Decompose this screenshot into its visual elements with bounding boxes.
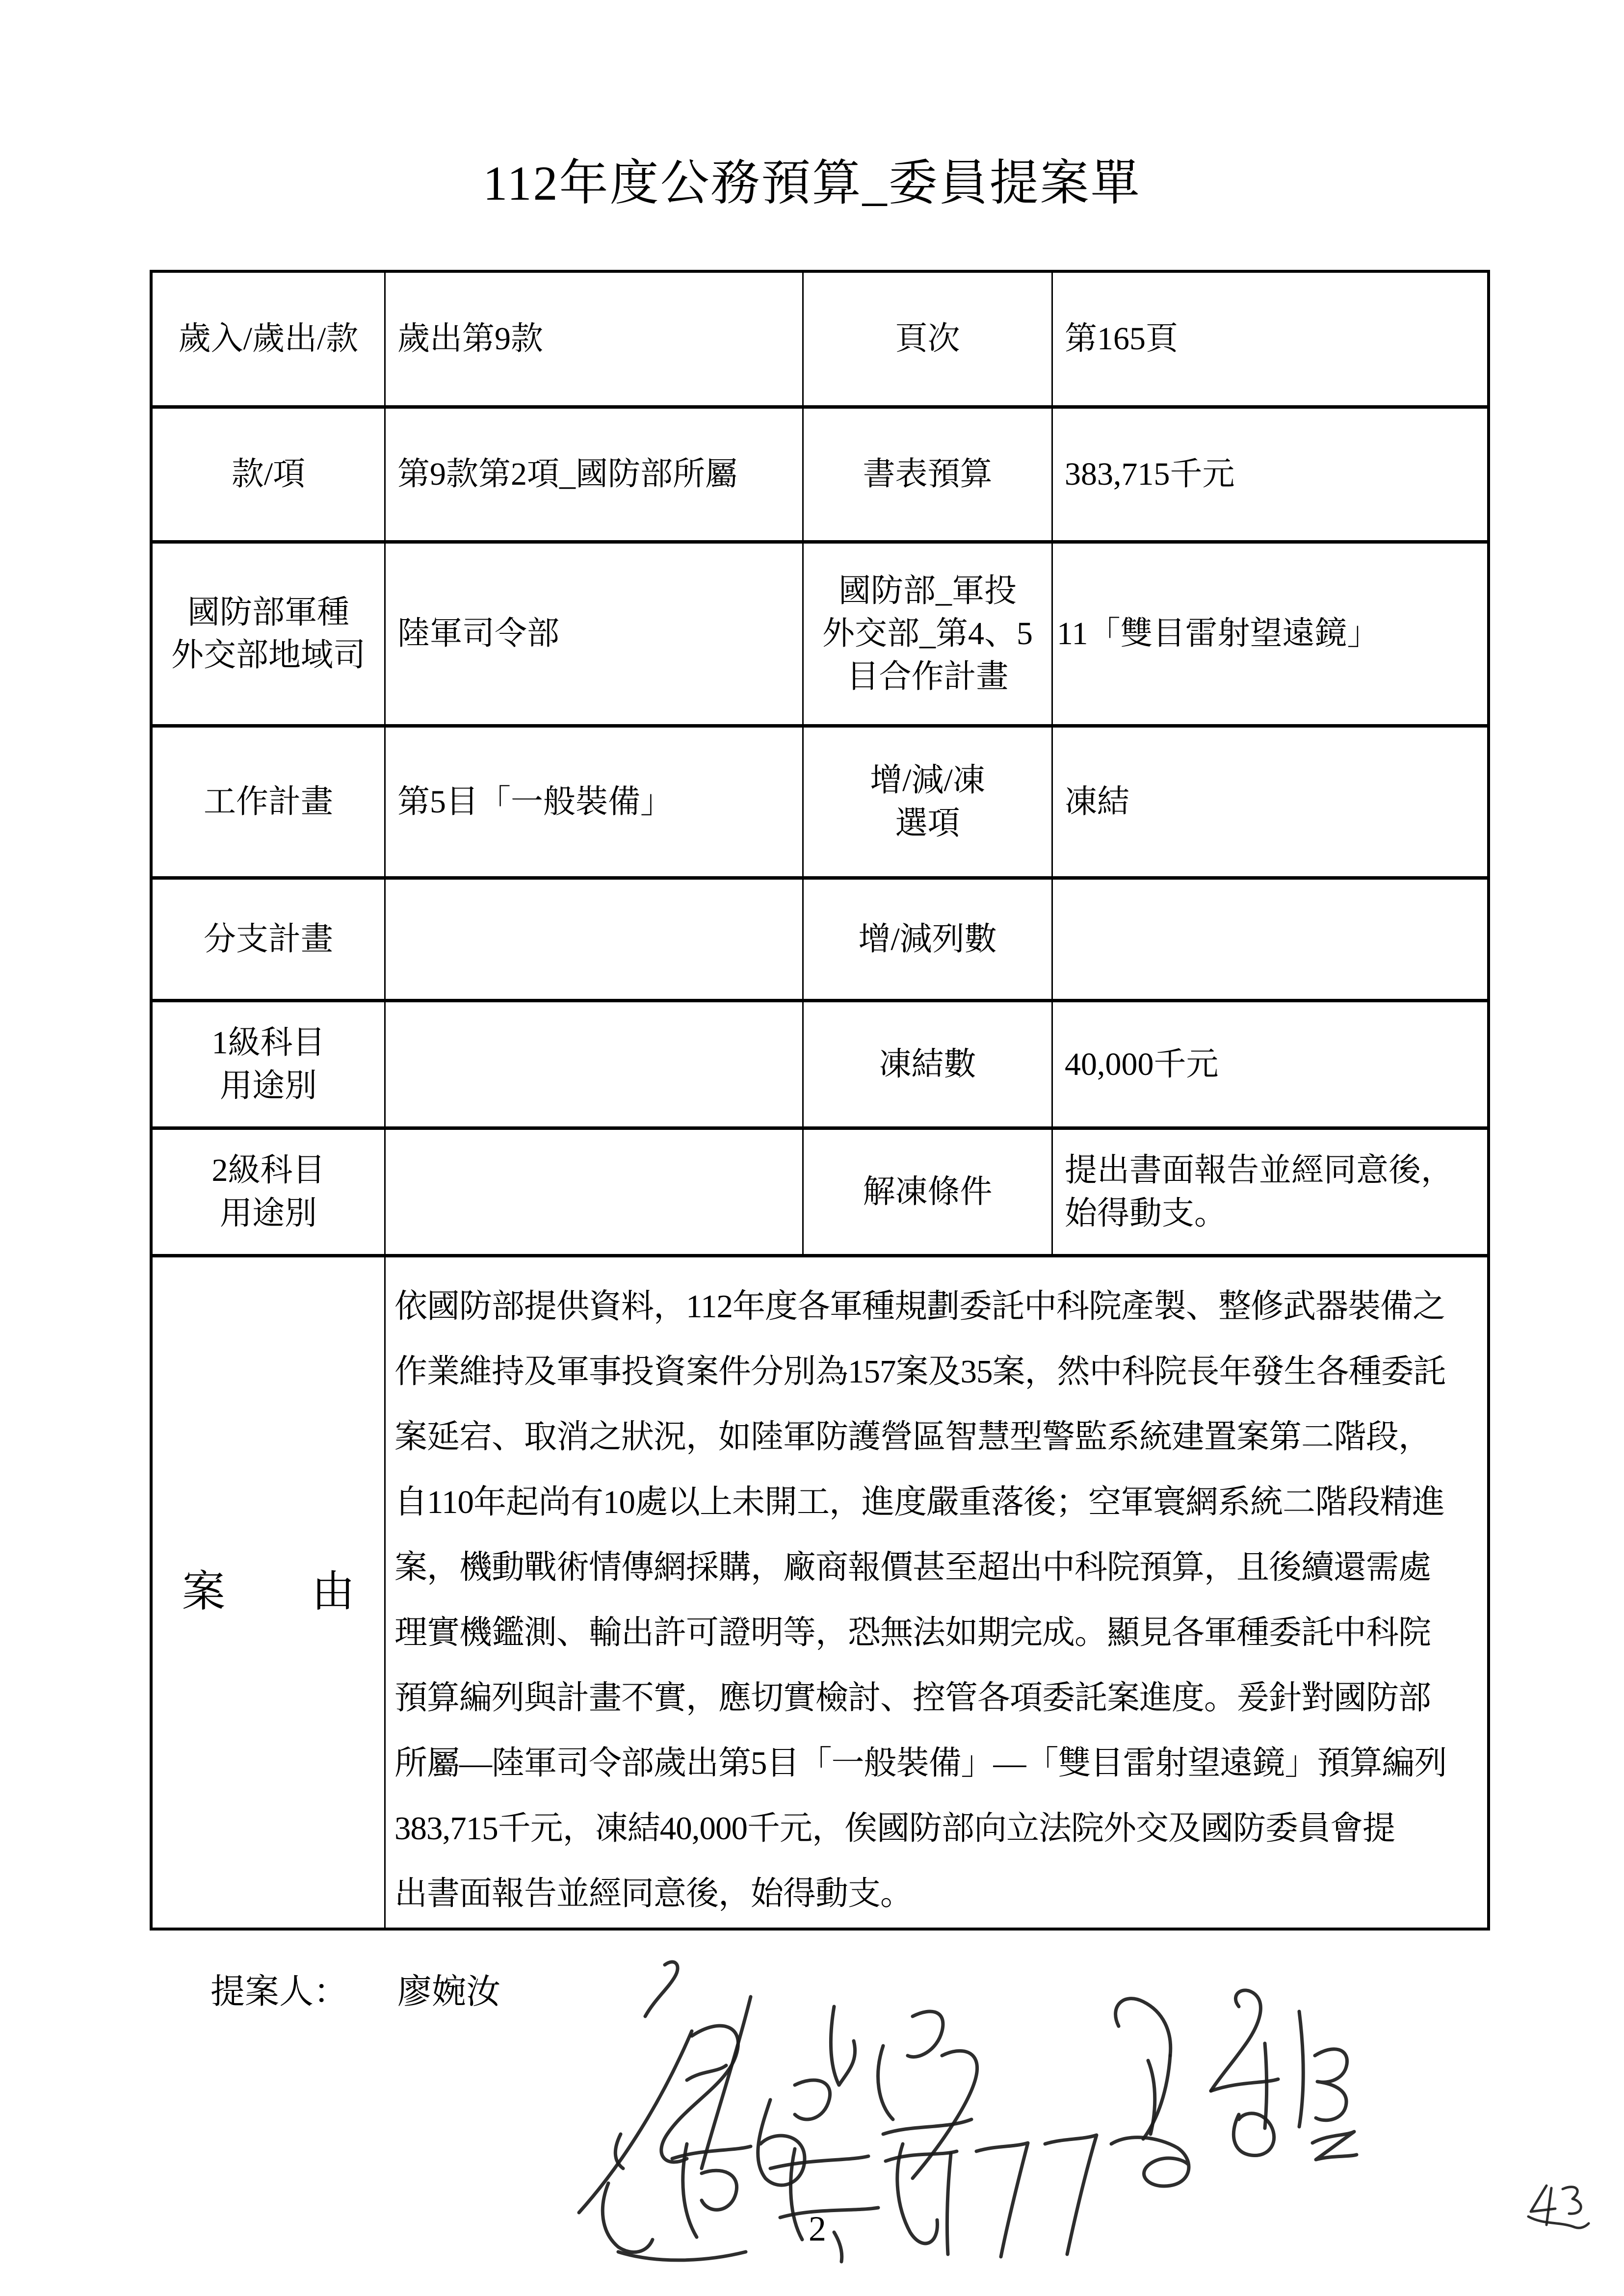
row2-label2: 書表預算 [804,409,1053,544]
signature-stroke [1546,2188,1551,2225]
signature-stroke [645,1962,678,2016]
proposer-name: 廖婉汝 [397,1973,500,2011]
signature-stroke [878,2046,893,2119]
signature-wen-yu-xia [602,2134,957,2262]
signature-stroke [602,2183,653,2252]
signature-stroke [1265,2043,1267,2128]
row7-label: 2級科目 用途別 [153,1130,386,1257]
signature-stroke [834,2232,842,2262]
proposer-label: 提案人： [210,1973,348,2011]
row3-value2: 11「雙目雷射望遠鏡」 [1053,544,1487,728]
page-number: 2 [809,2209,826,2248]
signature-stroke [886,2151,957,2161]
row3-label: 國防部軍種 外交部地域司 [153,544,386,728]
page-title: 112年度公務預算_委員提案單 [483,156,1141,210]
signature-stroke [795,2080,830,2119]
signature-stroke [1045,2135,1097,2254]
signature-stroke [897,2144,938,2244]
case-reason-text: 依國防部提供資料，112年度各軍種規劃委託中科院產製、整修武器裝備之 作業維持及軍事投資案件分別為157案及35案，然中科院長年發生各種委託 案延宕、取消之狀況，如陸軍防護營區智慧型警監系統建置案第二階段， 自110年起尚有10處以上未開工，進度嚴重落後；空軍寰網系統二階段精進 案，機動戰術情傳網採購，廠商報價甚至超出中科院預算，且後續還需處 理實機鑑測、輸出許可證明等，恐無法如期完成。顯見各軍種委託中科院 預算編列與計畫不實，應切實檢討、控管各項委託案進度。爰針對國防部 所屬—陸軍司令部歲出第5目「一般裝備」—「雙目雷射望遠鏡」預算編列 383,715千元，凍結40,000千元，俟國防部向立法院外交及國防委員會提 出書面報告並經同意後，始得動支。 [394,1288,1447,1912]
signature-stroke [661,2026,738,2162]
signature-stroke [1528,2217,1589,2228]
signature-stroke [1315,2049,1347,2120]
signature-stroke [1563,2187,1581,2214]
signature-stroke [1111,2138,1189,2186]
row4-value: 第5目「一般裝備」 [386,728,804,880]
row1-label2: 頁次 [804,273,1053,409]
signature-stroke [758,2100,805,2185]
signature-stroke [1233,2113,1274,2156]
signature-stroke [1312,2132,1357,2160]
row7-value2: 提出書面報告並經同意後， 始得動支。 [1053,1130,1487,1257]
row5-label: 分支計畫 [153,880,386,1002]
signature-ma-wen-jun [1111,1990,1357,2186]
signature-stroke [908,2011,943,2057]
handwritten-number-177 [947,2135,1097,2257]
row4-label2: 增/減/凍 選項 [804,728,1053,880]
row1-value2: 第165頁 [1053,273,1487,409]
signature-stroke [615,2134,623,2168]
row7-value [386,1130,804,1257]
signature-stroke [683,2144,697,2237]
signature-stroke [883,2119,971,2134]
row2-value: 第9款第2項_國防部所屬 [386,409,804,544]
handwritten-signatures-overlay [540,1938,1624,2296]
row4-value2: 凍結 [1053,728,1487,880]
row7-label2: 解凍條件 [804,1130,1053,1257]
row1-label: 歲入/歲出/款 [153,273,386,409]
row5-value [386,880,804,1002]
row5-value2 [1053,880,1487,1002]
signature-stroke [976,2143,1028,2257]
signature-stroke [831,2007,855,2085]
row4-label: 工作計畫 [153,728,386,880]
row6-label2: 凍結數 [804,1002,1053,1130]
row3-label2: 國防部_軍投 外交部_第4、5 目合作計畫 [804,544,1053,728]
signature-stroke [1299,2011,1303,2127]
row2-label: 款/項 [153,409,386,544]
case-label: 案 由 [153,1257,386,1928]
signature-stroke [702,2170,737,2210]
corner-note-43 [1528,2186,1589,2228]
row2-value2: 383,715千元 [1053,409,1487,544]
signature-stroke [1211,1990,1260,2091]
row5-label2: 增/減列數 [804,880,1053,1002]
row6-label: 1級科目 用途別 [153,1002,386,1130]
signature-stroke [1143,2056,1170,2139]
signature-stroke [913,2051,977,2178]
row6-value [386,1002,804,1130]
signature-stroke [770,2156,868,2168]
row6-value2: 40,000千元 [1053,1002,1487,1130]
signature-stroke [1148,2061,1155,2134]
signature-stroke [702,1997,751,2168]
row3-value: 陸軍司令部 [386,544,804,728]
budget-table [150,270,1490,1931]
row1-value: 歲出第9款 [386,273,804,409]
signature-liao-wanru [579,1962,977,2213]
signature-stroke [1116,1999,1171,2056]
signature-stroke [947,2154,951,2254]
